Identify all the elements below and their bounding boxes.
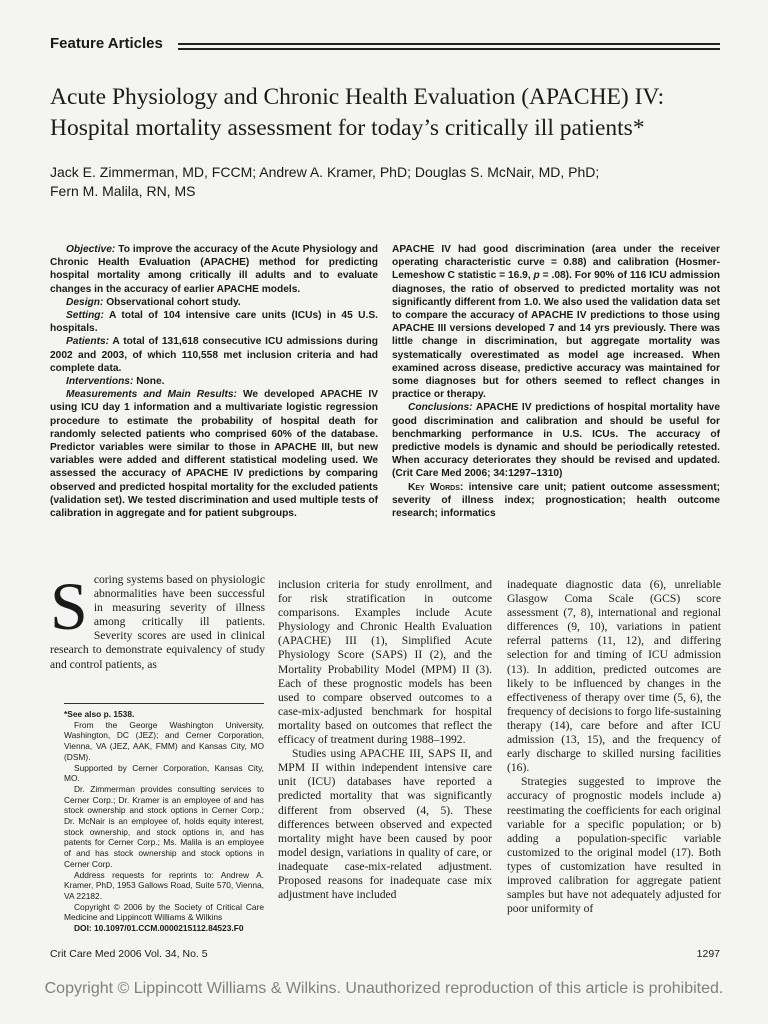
body-column-3 xyxy=(507,578,721,916)
title-line-1: Acute Physiology and Chronic Health Evaluation (APACHE) IV: xyxy=(50,84,665,110)
title-line-2: Hospital mortality assessment for today’s critically ill patients* xyxy=(50,115,645,141)
body-paragraph xyxy=(50,568,265,672)
abstract-column-right xyxy=(392,243,720,520)
support-note: Supported by Cerner Corporation, Kansas City, MO. xyxy=(64,762,264,784)
objective-text: To improve the accuracy of the Acute Physiology and Chronic Health Evaluation (APACHE) method for predicting hospital mortality among critically ill adults and to evaluate changes in the accuracy of earlier APACHE models. xyxy=(50,244,378,295)
patients-label: Patients: xyxy=(66,336,110,348)
abstract-conclusions xyxy=(392,401,720,480)
affiliations-note: From the George Washington University, Washington, DC (JEZ); and Cerner Corporation, Vienna, VA (JEZ, AAK, FMM) and Kansas City, MO (DSM). xyxy=(64,719,264,762)
section-label: Feature Articles xyxy=(50,35,163,52)
body-column-1 xyxy=(50,568,265,672)
results-text-a: APACHE IV had good discrimination (area under the receiver operating characteristic curve = 0.88) and calibration (Hosmer-Lemeshow C statistic = 16.9, xyxy=(392,244,720,282)
conclusions-label: Conclusions: xyxy=(408,402,473,414)
body-paragraph: inclusion criteria for study enrollment, and for risk stratification in outcome comparisons. Examples include Acute Physiology and Chronic Health Evaluation (APACHE) III (1), Simplified Acute Physiology Score (SAPS) II (2), and the Mortality Probability Model (MPM) II (3). Each of these prognostic models has been used to compare observed outcomes to a case-mix-adjusted benchmark for hospital mortality based on outcomes that reflect the efficacy of treatment during 1988–1992. xyxy=(278,578,492,747)
setting-text: A total of 104 intensive care units (ICUs) in 45 U.S. hospitals. xyxy=(50,310,378,335)
interventions-text: None. xyxy=(133,376,165,388)
authors-line-2: Fern M. Malila, RN, MS xyxy=(50,183,196,199)
doi-note: DOI: 10.1097/01.CCM.0000215112.84523.F0 xyxy=(74,923,244,934)
journal-citation: Crit Care Med 2006 Vol. 34, No. 5 xyxy=(50,948,208,960)
abstract-column-left xyxy=(50,243,378,520)
abstract-setting xyxy=(50,309,378,335)
body-text: coring systems based on physiologic abnormalities have been successful in measuring severity of illness among critically ill patients. Severity scores are used in clinical research to demonstrate equivalency of study and control patients, as xyxy=(50,573,265,671)
drop-cap: S xyxy=(50,568,88,644)
footnote-block xyxy=(64,709,264,934)
objective-label: Objective: xyxy=(66,244,116,255)
keywords-label: Key Words: xyxy=(408,481,464,493)
p-value-symbol: p xyxy=(533,270,540,282)
abstract-interventions xyxy=(50,375,378,388)
abstract-keywords xyxy=(392,481,720,521)
article-title xyxy=(50,82,740,144)
authors-line-1: Jack E. Zimmerman, MD, FCCM; Andrew A. Kramer, PhD; Douglas S. McNair, MD, PhD; xyxy=(50,164,600,180)
setting-label: Setting: xyxy=(66,310,104,322)
copyright-notice: Copyright © Lippincott Williams & Wilkins. Unauthorized reproduction of this article is prohibited. xyxy=(44,980,724,997)
design-label: Design: xyxy=(66,296,104,308)
keywords-text: intensive care unit; patient outcome assessment; severity of illness index; prognostication; health outcome research; informatics xyxy=(392,481,720,520)
abstract-design xyxy=(50,296,378,309)
see-also-note: *See also p. 1538. xyxy=(64,709,135,719)
abstract-measurements xyxy=(50,388,378,520)
body-column-2 xyxy=(278,578,492,902)
page-number: 1297 xyxy=(696,948,720,960)
body-paragraph: inadequate diagnostic data (6), unreliable Glasgow Coma Scale (GCS) score assessment (7, 8), international and regional differences (9, 10), variations in patient referral patterns (11, 12), and differing selection for and timing of ICU admission (13). In addition, predicted outcomes are likely to be influenced by changes in the effectiveness of therapy over time (5, 6), the frequency of decisions to forgo life-sustaining therapy (14), care before and after ICU admission (13, 15), and the frequency of early discharge to skilled nursing facilities (16). xyxy=(507,578,721,775)
measurements-text: We developed APACHE IV using ICU day 1 information and a multivariate logistic regression procedure to estimate the probability of hospital death for randomly selected patients who comprised 60% of the database. Predictor variables were similar to those in APACHE III, but new variables were added and different statistical modeling used. We assessed the accuracy of APACHE IV predictions by comparing observed and predicted hospital mortality for the excluded patients (validation set). We tested discrimination and used multiple tests of calibration in aggregate and for patient subgroups. xyxy=(50,389,379,520)
measurements-label: Measurements and Main Results: xyxy=(66,389,237,401)
footnote-rule xyxy=(64,703,264,704)
author-list xyxy=(50,163,730,201)
section-rule xyxy=(178,43,720,50)
results-text-b: = .08). For 90% of 116 ICU admission diagnoses, the ratio of observed to predicted mortality was not significantly different from 1.0. We also used the validation data set to compare the accuracy of APACHE IV predictions to those using APACHE III versions developed 7 and 14 yrs previously. There was little change in discrimination, but aggregate mortality was systematically overestimated as model age increased. When examined across disease, predictive accuracy was maintained for some diagnoses but for others seemed to reflect changes in practice or therapy. xyxy=(392,270,720,401)
copyright-note: Copyright © 2006 by the Society of Critical Care Medicine and Lippincott Williams & Wilkins xyxy=(64,901,264,923)
design-text: Observational cohort study. xyxy=(103,296,241,308)
abstract-objective xyxy=(50,243,378,296)
body-paragraph: Strategies suggested to improve the accuracy of prognostic models include a) reestimating the coefficients for each original variable for a specific population; or b) adding a population-specific variable customized to the original model (17). Both types of customization have resulted in improved calibration for aggregate patient samples but have not adequately adjusted for poor uniformity of xyxy=(507,775,721,916)
abstract-results-continued xyxy=(392,243,720,401)
interventions-label: Interventions: xyxy=(66,376,134,388)
reprints-note: Address requests for reprints to: Andrew A. Kramer, PhD, 1953 Gallows Road, Suite 570, Vienna, VA 22182. xyxy=(64,869,264,901)
disclosures-note: Dr. Zimmerman provides consulting services to Cerner Corp.; Dr. Kramer is an employee of and has stock ownership and stock options in Cerner Corp.; Dr. McNair is an employee of, holds equity interest, stock ownership, and stock options in, and has patents for Cerner Corp.; Ms. Malila is an employee of and has stock ownership and stock options in Cerner Corp. xyxy=(64,783,264,869)
abstract-patients xyxy=(50,335,378,375)
body-paragraph: Studies using APACHE III, SAPS II, and MPM II within independent intensive care unit (ICU) databases have reported a predicted mortality that was significantly different from observed (4, 5). These differences between observed and expected mortality might have been caused by poor model design, variations in quality of care, or inadequate case-mix-related adjustment. Proposed reasons for inadequate case mix adjustment have included xyxy=(278,747,492,902)
patients-text: A total of 131,618 consecutive ICU admissions during 2002 and 2003, of which 110,558 met inclusion criteria and had complete data. xyxy=(50,336,378,374)
conclusions-text: APACHE IV predictions of hospital mortality have good discrimination and calibration and should be useful for benchmarking performance in U.S. ICUs. The accuracy of predictive models is dynamic and should be periodically retested. When accuracy deteriorates they should be revised and updated. (Crit Care Med 2006; 34:1297–1310) xyxy=(392,402,720,480)
